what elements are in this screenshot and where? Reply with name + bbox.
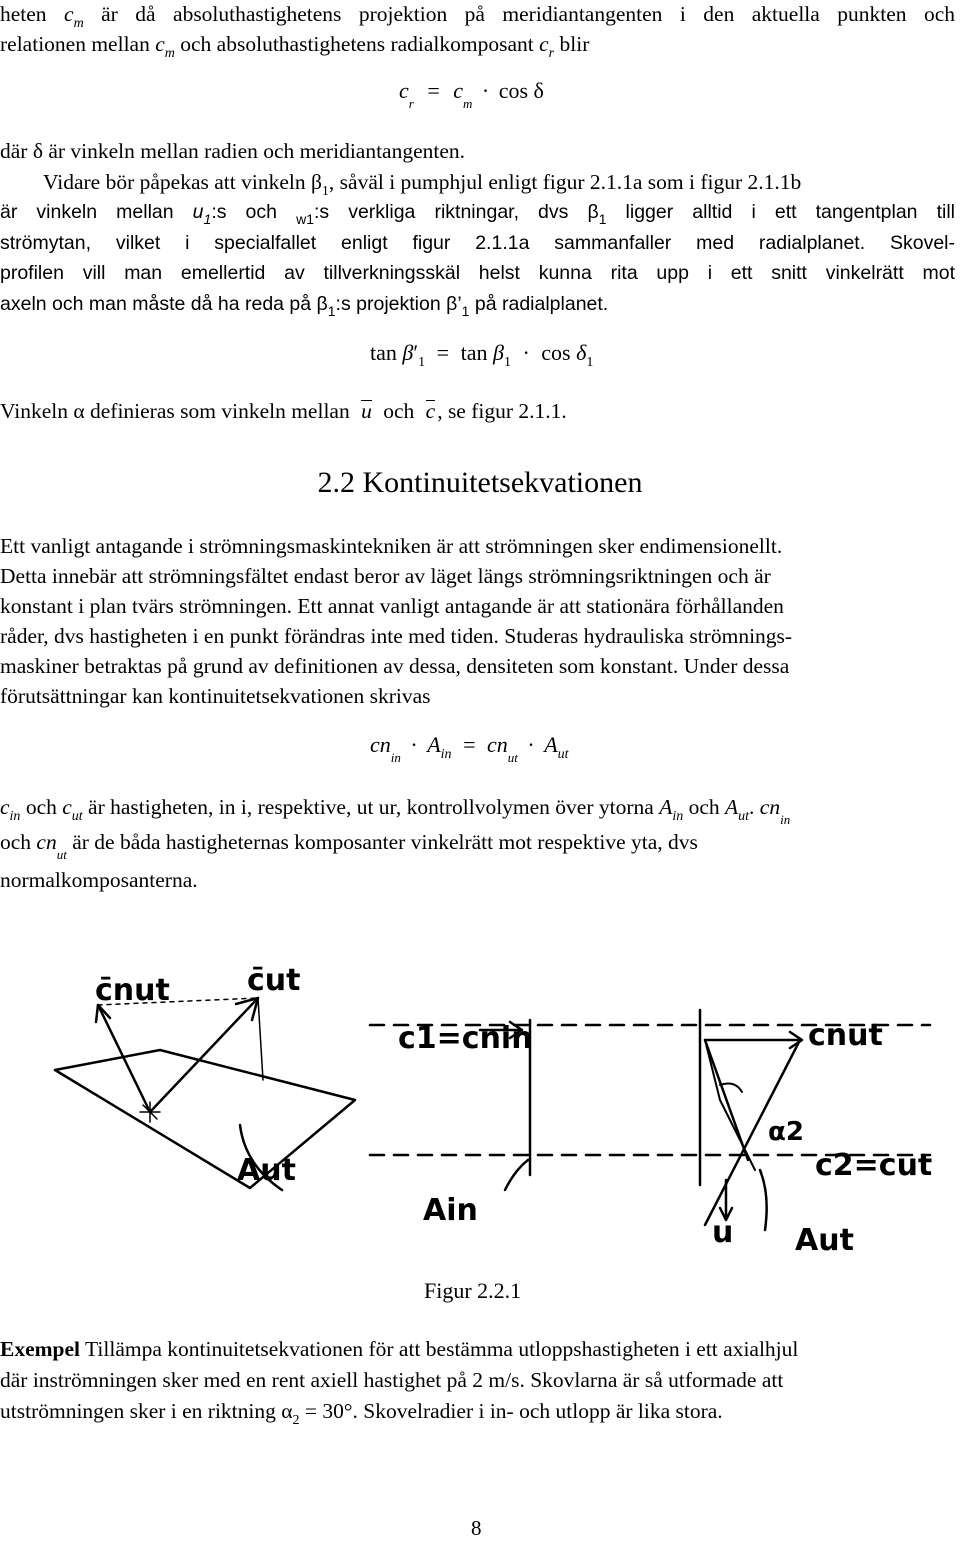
label-a-in: Ain	[423, 1193, 478, 1228]
text-line: Vidare bör påpekas att vinkeln $\beta_1$, såväl i pumphjul enligt figur 2.1.1a som i figur 2.1.1b	[43, 170, 802, 199]
example-line: utströmningen sker i en riktning $\alpha_2 = 30^\circ$. Skovelradier i in- och utlopp är lika stora.	[0, 1399, 723, 1428]
equation-continuity: $cn_{in} \cdot A_{in} = cn_{ut} \cdot A_{ut}$	[370, 732, 569, 765]
label-c2: c2=cut	[815, 1148, 933, 1183]
equation-beta-projection: $\tan \beta'_1 = \tan \beta_1 \cdot \cos \delta_1$	[370, 340, 594, 370]
label-a-ut-left: Aut	[237, 1153, 296, 1188]
text-line: Ett vanligt antagande i strömningsmaskintekniken är att strömningen sker endimensionellt.	[0, 534, 783, 558]
figure-caption: Figur 2.2.1	[424, 1278, 522, 1303]
label-u: u	[712, 1215, 734, 1250]
text-line: normalkomposanterna.	[0, 868, 198, 892]
text-line: där δ är vinkeln mellan radien och meridiantangenten.	[0, 139, 466, 163]
text-line: strömytan, vilket i specialfallet enligt figur 2.1.1a sammanfaller med radialplanet. Skovel-	[0, 232, 955, 254]
text-line: axeln och man måste då ha reda på $\beta_1:s$ projektion $\beta’_1$ på radialplanet.	[0, 293, 609, 319]
text-line: är vinkeln mellan $u_1:s$ och $_{w1}$:s verkliga riktningar, dvs $\beta_1$ ligger alltid i ett tangentplan till	[0, 201, 955, 227]
text-line: $c_{in}$ och $c_{ut}$ är hastigheten, in i, respektive, ut ur, kontrollvolymen över ytorna $A_{in}$ och $A_{ut}$. $cn_{in}$	[0, 795, 791, 827]
text-line: konstant i plan tvärs strömningen. Ett annat vanligt antagande är att stationära förhållanden	[0, 594, 784, 618]
text-line: Detta innebär att strömningsfältet endast beror av läget längs strömningsriktningen och är	[0, 564, 771, 588]
section-heading: 2.2 Kontinuitetsekvationen	[317, 466, 643, 499]
text-line: Vinkeln α definieras som vinkeln mellan u och c, se figur 2.1.1.	[0, 399, 567, 423]
outlet-surface	[55, 1050, 355, 1188]
text-line: förutsättningar kan kontinuitetsekvationen skrivas	[0, 684, 431, 708]
example-line: Exempel Tillämpa kontinuitetsekvationen för att bestämma utloppshastigheten i ett axialhjul	[0, 1337, 799, 1361]
text-line: profilen vill man emellertid av tillverkningsskäl helst kunna rita upp i ett snitt vinkelrätt mot	[0, 262, 955, 284]
text-line: relationen mellan $c_m$ och absoluthastighetens radialkomposant $c_r$ blir	[0, 32, 590, 61]
label-c-ut: c̄ut	[247, 963, 301, 998]
label-c-n-ut-right: cnut	[808, 1018, 883, 1053]
page-number: 8	[471, 1516, 482, 1540]
label-c-n-ut: c̄nut	[95, 973, 170, 1008]
text-line: råder, dvs hastigheten i en punkt förändras inte med tiden. Studeras hydrauliska strömnings-	[0, 624, 793, 648]
equation-cr: $c_r = c_m \cdot \cos \delta$	[399, 78, 544, 111]
figure-control-volume	[0, 930, 960, 1260]
label-a-ut-right: Aut	[795, 1223, 854, 1258]
text-line: och $cn_{ut}$ är de båda hastigheternas komposanter vinkelrätt mot respektive yta, dvs	[0, 830, 698, 862]
text-line: heten $c_m$ är då absoluthastighetens projektion på meridiantangenten i den aktuella punkten och	[0, 2, 956, 31]
label-c1: c1=cnin	[398, 1021, 533, 1056]
velocity-arrow	[150, 998, 258, 1112]
example-line: där inströmningen sker med en rent axiell hastighet på 2 m/s. Skovlarna är så utformade att	[0, 1368, 784, 1392]
text-line: maskiner betraktas på grund av definitionen av dessa, densiteten som konstant. Under dessa	[0, 654, 790, 678]
label-alpha2: α2	[768, 1117, 804, 1147]
normal-line	[98, 1005, 150, 1112]
